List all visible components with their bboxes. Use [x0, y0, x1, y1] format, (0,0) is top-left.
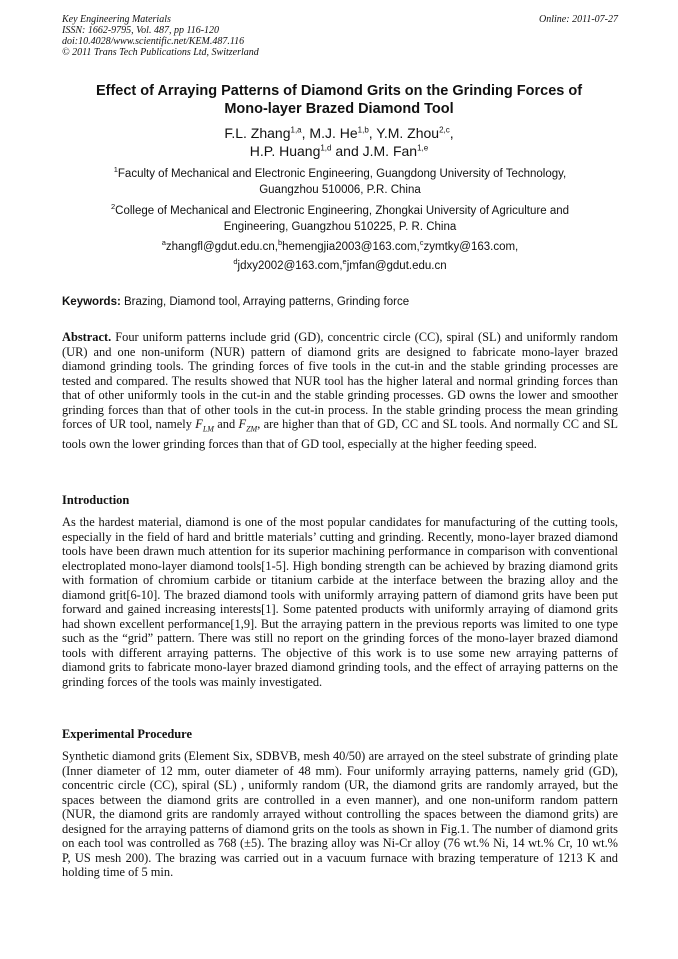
keywords-label: Keywords: — [62, 296, 121, 308]
email-line-1 — [62, 239, 618, 255]
affiliation-2-line-1 — [62, 203, 618, 219]
email-sup: d — [233, 257, 238, 267]
abstract-text-2: , are higher than that of GD, CC and SL tools. And normally CC and SL tools own the lower grinding forces than that of GD tool, especially at the higher feeding speed. — [62, 417, 618, 451]
author-name: J.M. Fan — [362, 143, 418, 159]
email-address[interactable]: zhangfl@gdut.edu.cn, — [165, 241, 278, 253]
experimental-heading: Experimental Procedure — [62, 727, 192, 741]
journal-name: Key Engineering Materials — [62, 14, 171, 25]
author-affil-sup: 1,d — [320, 143, 332, 153]
email-sup: c — [419, 238, 424, 248]
title-line-1: Effect of Arraying Patterns of Diamond Grits on the Grinding Forces of — [95, 83, 583, 99]
author-separator: , — [301, 125, 310, 141]
online-date: Online: 2011-07-27 — [539, 14, 618, 25]
affiliation-1 — [62, 166, 618, 198]
force-symbol-lateral: $F_{LM}$ — [195, 417, 214, 434]
keywords-text: Brazing, Diamond tool, Arraying patterns, Grinding force — [124, 296, 410, 308]
email-sup: b — [277, 238, 283, 248]
author-name: H.P. Huang — [249, 143, 321, 159]
affiliation-2-line-2: Engineering, Guangzhou 510225, P. R. China — [223, 221, 457, 233]
author-name: Y.M. Zhou — [376, 125, 440, 141]
journal-doi: doi:10.4028/www.scientific.net/KEM.487.116 — [62, 36, 245, 47]
author-line-1 — [50, 124, 628, 142]
journal-copyright: © 2011 Trans Tech Publications Ltd, Switzerland — [62, 47, 259, 58]
author-line-2 — [50, 142, 628, 160]
email-address[interactable]: jmfan@gdut.edu.cn — [346, 260, 447, 272]
author-separator: , — [449, 125, 454, 141]
author-affil-sup: 2,c — [439, 125, 450, 135]
affiliation-2 — [62, 203, 618, 235]
journal-issn: ISSN: 1662-9795, Vol. 487, pp 116-120 — [62, 25, 220, 36]
abstract-and: and — [217, 417, 236, 431]
introduction-heading: Introduction — [62, 493, 130, 507]
author-name: F.L. Zhang — [224, 125, 291, 141]
email-sup: e — [342, 257, 347, 267]
paper-title — [50, 82, 628, 118]
affiliation-sup: 1 — [113, 165, 118, 175]
affiliation-sup: 2 — [110, 202, 116, 212]
affiliation-1-line-1 — [62, 166, 618, 182]
email-line-2 — [62, 258, 618, 274]
author-name: M.J. He — [309, 125, 358, 141]
affiliation-text: College of Mechanical and Electronic Engineering, Zhongkai University of Agriculture and — [115, 205, 570, 217]
author-list — [50, 124, 628, 160]
email-sup: a — [161, 238, 166, 248]
email-address[interactable]: jdxy2002@163.com, — [237, 260, 343, 272]
author-affil-sup: 1,b — [357, 125, 369, 135]
author-affil-sup: 1,a — [290, 125, 302, 135]
introduction-text: As the hardest material, diamond is one of the most popular candidates for manufacturing of the cutting tools, especially in the field of hard and brittle materials’ cutting and grinding. Recently, mono-layer brazed diamond tools have been drawn much attention for its superior machining performance in comparison with conventional electroplated mono-layer diamond tools[1-5]. High bonding strength can be achieved by brazing diamond grits with formation of chromium carbide or titanium carbide at the interface between the brazing alloy and the diamond grit[6-10]. The brazed diamond tools with uniformly arraying pattern of diamond grits have been put forward and gained increasing interests[1]. Some patented products with uniformly arraying of diamond grits had shown excellent performance[1,9]. But the arraying pattern in the previous reports was limited to one type such as the “grid” pattern. There was still no report on the grinding forces of the mono-layer brazed diamond tools with different arraying patterns. The objective of this work is to use some new arraying patterns of diamond grits to fabricate mono-layer brazed diamond grinding tools, and the effect of arraying patterns on the grinding forces of the tools was mainly investigated. — [62, 515, 618, 689]
title-line-2: Mono-layer Brazed Diamond Tool — [224, 101, 454, 117]
abstract-label: Abstract. — [62, 330, 112, 344]
author-separator: , — [368, 125, 377, 141]
experimental-text: Synthetic diamond grits (Element Six, SDBVB, mesh 40/50) are arrayed on the steel substrate of grinding plate (Inner diameter of 12 mm, outer diameter of 48 mm). Four uniformly arraying patterns, namely grid (GD), concentric circle (CC), spiral (SL) , uniformly random (UR, the diamond grits are randomly arrayed, but the spaces between the diamond grits are controlled in a even manner), and one non-uniform random pattern (NUR, the diamond grits are randomly arrayed without controlling the spaces between the diamond grits) are designed for the arraying patterns of diamond grits on the tools as shown in Fig.1. The number of diamond grits on each tool was controlled as 768 (±5). The brazing alloy was Ni-Cr alloy (76 wt.% Ni, 14 wt.% Cr, 10 wt.% P, US mesh 200). The brazing was carried out in a vacuum furnace with brazing temperature of 1213 K and holding time of 5 min. — [62, 749, 618, 879]
email-address[interactable]: zymtky@163.com, — [423, 241, 519, 253]
affiliation-text: Faculty of Mechanical and Electronic Engineering, Guangdong University of Technology, — [117, 168, 567, 180]
email-address[interactable]: hemengjia2003@163.com, — [282, 241, 420, 253]
keywords — [62, 295, 618, 310]
abstract-text-1: Four uniform patterns include grid (GD), concentric circle (CC), spiral (SL) and uniformly random (UR) and one non-uniform (NUR) pattern of diamond grits are designed to fabricate mono-layer brazed diamond grinding tools. The grinding forces of five tools in the cut-in and the stable grinding processes are tested and compared. The results showed that NUR tool has the higher lateral and normal grinding forces than that of other uniformly tools in the cut-in and the stable grinding processes. GD owns the lower and smoother grinding forces than that of other tools in the cut-in process. In the stable grinding process the mean grinding forces of UR tool, namely — [62, 330, 619, 431]
journal-header — [62, 14, 618, 58]
abstract — [62, 330, 618, 451]
author-affil-sup: 1,e — [417, 143, 429, 153]
affiliation-1-line-2: Guangzhou 510006, P.R. China — [259, 184, 421, 196]
force-symbol-normal: $F_{ZM}$ — [238, 417, 258, 434]
author-separator: and — [331, 143, 363, 159]
